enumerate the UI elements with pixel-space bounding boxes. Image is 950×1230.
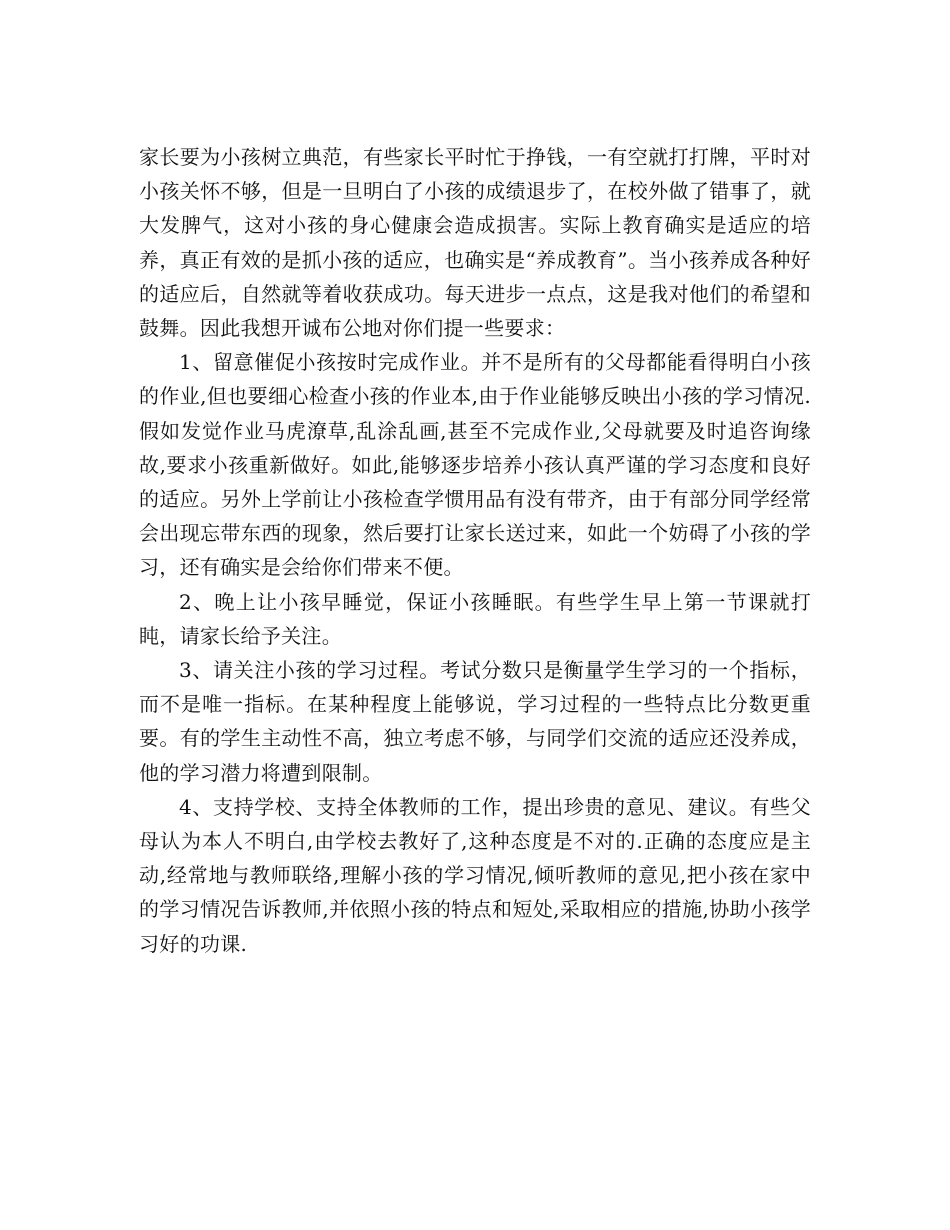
paragraph-item-2: 2、晚上让小孩早睡觉，保证小孩睡眠。有些学生早上第一节课就打盹，请家长给予关注。 — [139, 589, 811, 648]
document-body — [139, 140, 811, 961]
paragraph-item-1: 1、留意催促小孩按时完成作业。并不是所有的父母都能看得明白小孩的作业,但也要细心检查小孩的作业本,由于作业能够反映出小孩的学习情况.假如发觉作业马虎潦草,乱涂乱画,甚至不完成作业,父母就要及时追咨询缘故,要求小孩重新做好。如此,能够逐步培养小孩认真严谨的学习态度和良好的适应。另外上学前让小孩检查学惯用品有没有带齐，由于有部分同学经常会出现忘带东西的现象，然后要打让家长送过来，如此一个妨碍了小孩的学习，还有确实是会给你们带来不便。 — [139, 350, 811, 580]
paragraph-item-3: 3、请关注小孩的学习过程。考试分数只是衡量学生学习的一个指标，而不是唯一指标。在某种程度上能够说，学习过程的一些特点比分数更重要。有的学生主动性不高，独立考虑不够，与同学们交流的适应还没养成，他的学习潜力将遭到限制。 — [139, 658, 811, 785]
paragraph-item-4: 4、支持学校、支持全体教师的工作，提出珍贵的意见、建议。有些父母认为本人不明白,由学校去教好了,这种态度是不对的.正确的态度应是主动,经常地与教师联络,理解小孩的学习情况,倾听教师的意见,把小孩在家中的学习情况告诉教师,并依照小孩的特点和短处,采取相应的措施,协助小孩学习好的功课. — [139, 794, 811, 956]
paragraph-intro: 家长要为小孩树立典范，有些家长平时忙于挣钱，一有空就打打牌，平时对小孩关怀不够，但是一旦明白了小孩的成绩退步了，在校外做了错事了，就大发脾气，这对小孩的身心健康会造成损害。实际上教育确实是适应的培养，真正有效的是抓小孩的适应，也确实是“养成教育”。当小孩养成各种好的适应后，自然就等着收获成功。每天进步一点点，这是我对他们的希望和鼓舞。因此我想开诚布公地对你们提一些要求： — [139, 145, 811, 341]
